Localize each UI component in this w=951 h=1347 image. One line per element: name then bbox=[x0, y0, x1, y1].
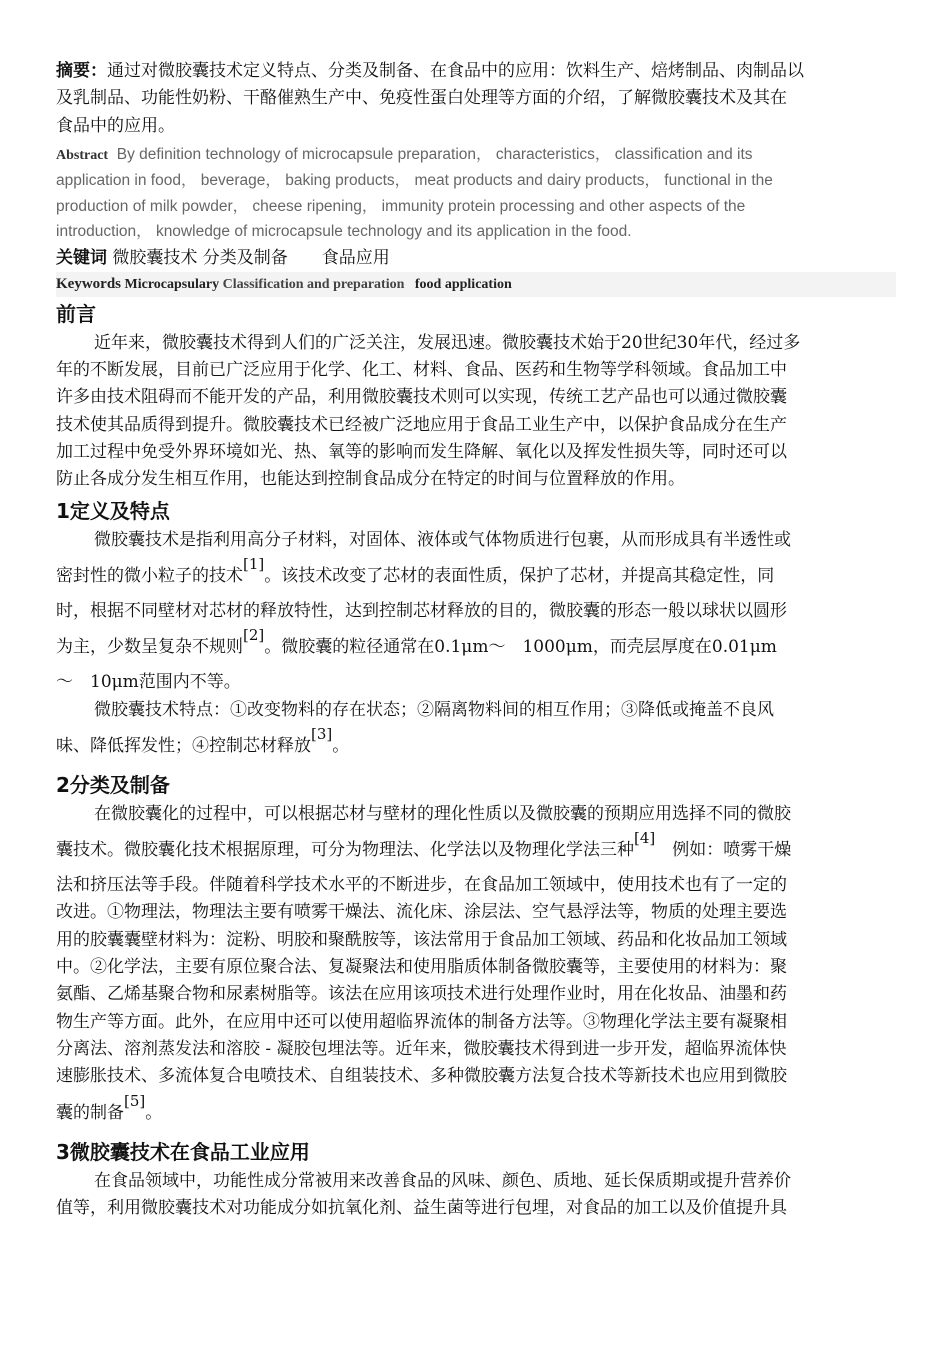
section-heading-3: 3微胶囊技术在食品工业应用 bbox=[56, 1139, 310, 1164]
paragraph-line: 许多由技术阻碍而不能开发的产品，利用微胶囊技术则可以实现，传统工艺产品也可以通过微胶囊 bbox=[56, 387, 787, 408]
abstract-cn bbox=[56, 58, 896, 140]
paragraph-line: ～ 10μm范围内不等。 bbox=[56, 672, 241, 693]
keywords-cn-text: 微胶囊技术 分类及制备 食品应用 bbox=[112, 247, 390, 268]
abstract-en-label: Abstract bbox=[56, 147, 109, 163]
section2-body bbox=[56, 801, 896, 1135]
paper-page bbox=[56, 58, 896, 1222]
abstract-en-line: Abstract By definition technology of microcapsule preparation， characteristics， classification and its bbox=[56, 145, 753, 163]
abstract-en-line: production of milk powder， cheese ripening， immunity protein processing and other aspects of the bbox=[56, 197, 746, 215]
keywords-cn-label: 关键词 bbox=[56, 247, 107, 268]
paragraph-line: 防止各成分发生相互作用，也能达到控制食品成分在特定的时间与位置释放的作用。 bbox=[56, 469, 685, 490]
paragraph-line: 中。②化学法，主要有原位聚合法、复凝聚法和使用脂质体制备微胶囊等，主要使用的材料为：聚 bbox=[56, 957, 787, 978]
citation-ref[interactable]: [1] bbox=[243, 554, 265, 573]
abstract-cn-line: 食品中的应用。 bbox=[56, 115, 175, 136]
keywords-en-label: Keywords bbox=[56, 275, 121, 292]
paragraph-line: 味、降低挥发性；④控制芯材释放[3]。 bbox=[56, 724, 350, 756]
paragraph-line: 速膨胀技术、多流体复合电喷技术、自组装技术、多种微胶囊方法复合技术等新技术也应用到微胶 bbox=[56, 1066, 787, 1087]
section-preface-body bbox=[56, 330, 896, 494]
section-heading-preface: 前言 bbox=[56, 301, 96, 326]
paragraph-line: 物生产等方面。此外，在应用中还可以使用超临界流体的制备方法等。③物理化学法主要有凝聚相 bbox=[56, 1011, 787, 1032]
paragraph-line: 用的胶囊囊壁材料为：淀粉、明胶和聚酰胺等，该法常用于食品加工领域、药品和化妆品加工领域 bbox=[56, 929, 787, 950]
paragraph-line: 在食品领域中，功能性成分常被用来改善食品的风味、颜色、质地、延长保质期或提升营养价 bbox=[94, 1170, 791, 1191]
paragraph-line: 氨酯、乙烯基聚合物和尿素树脂等。该法在应用该项技术进行处理作业时，用在化妆品、油墨和药 bbox=[56, 984, 787, 1005]
paragraph-line: 值等，利用微胶囊技术对功能成分如抗氧化剂、益生菌等进行包埋，对食品的加工以及价值提升具 bbox=[56, 1197, 787, 1218]
paragraph-line: 分离法、溶剂蒸发法和溶胶 - 凝胶包埋法等。近年来，微胶囊技术得到进一步开发，超临界流体快 bbox=[56, 1038, 787, 1059]
section-heading-2: 2分类及制备 bbox=[56, 772, 170, 797]
abstract-en bbox=[56, 142, 896, 245]
abstract-cn-line: 摘要：通过对微胶囊技术定义特点、分类及制备、在食品中的应用：饮料生产、焙烤制品、肉制品以 bbox=[56, 61, 804, 81]
paragraph-line: 囊技术。微胶囊化技术根据原理，可分为物理法、化学法以及物理化学法三种[4] 例如：喷雾干燥 bbox=[56, 829, 792, 861]
paragraph-line: 时，根据不同壁材对芯材的释放特性，达到控制芯材释放的目的，微胶囊的形态一般以球状以圆形 bbox=[56, 600, 787, 621]
citation-ref[interactable]: [2] bbox=[243, 626, 265, 645]
paragraph-line: 在微胶囊化的过程中，可以根据芯材与壁材的理化性质以及微胶囊的预期应用选择不同的微胶 bbox=[94, 803, 791, 824]
paragraph-line: 微胶囊技术是指利用高分子材料，对固体、液体或气体物质进行包裹，从而形成具有半透性或 bbox=[94, 529, 791, 550]
citation-ref[interactable]: [3] bbox=[311, 724, 333, 743]
abstract-cn-line: 及乳制品、功能性奶粉、干酪催熟生产中、免疫性蛋白处理等方面的介绍，了解微胶囊技术及其在 bbox=[56, 88, 787, 109]
abstract-cn-label: 摘要： bbox=[56, 61, 107, 81]
paragraph-line: 年的不断发展，目前已广泛应用于化学、化工、材料、食品、医药和生物等学科领域。食品加工中 bbox=[56, 360, 787, 381]
keywords-en: Keywords Microcapsulary Classification and preparation food application bbox=[56, 272, 896, 297]
paragraph-line: 微胶囊技术特点：①改变物料的存在状态；②隔离物料间的相互作用；③降低或掩盖不良风 bbox=[94, 699, 774, 720]
paragraph-line: 为主，少数呈复杂不规则[2]。微胶囊的粒径通常在0.1μm～ 1000μm，而壳层厚度在0.01μm bbox=[56, 626, 777, 658]
section1-body bbox=[56, 527, 896, 768]
keywords-cn bbox=[56, 245, 896, 272]
paragraph-line: 近年来，微胶囊技术得到人们的广泛关注，发展迅速。微胶囊技术始于20世纪30年代，经过多 bbox=[94, 332, 801, 353]
paragraph-line: 技术使其品质得到提升。微胶囊技术已经被广泛地应用于食品工业生产中，以保护食品成分在生产 bbox=[56, 414, 787, 435]
paragraph-line: 加工过程中免受外界环境如光、热、氧等的影响而发生降解、氧化以及挥发性损失等，同时还可以 bbox=[56, 442, 787, 463]
section-heading-1: 1定义及特点 bbox=[56, 498, 170, 523]
abstract-en-line: application in food， beverage， baking products， meat products and dairy products， functional in the bbox=[56, 172, 773, 190]
paragraph-line: 法和挤压法等手段。伴随着科学技术水平的不断进步，在食品加工领域中，使用技术也有了一定的 bbox=[56, 875, 787, 896]
paragraph-line: 密封性的微小粒子的技术[1]。该技术改变了芯材的表面性质，保护了芯材，并提高其稳定性，同 bbox=[56, 554, 775, 586]
paragraph-line: 改进。①物理法，物理法主要有喷雾干燥法、流化床、涂层法、空气悬浮法等，物质的处理主要选 bbox=[56, 902, 787, 923]
paragraph-line: 囊的制备[5]。 bbox=[56, 1091, 163, 1123]
citation-ref[interactable]: [4] bbox=[634, 829, 656, 848]
abstract-en-line: introduction， knowledge of microcapsule technology and its application in the food. bbox=[56, 223, 632, 241]
section3-body bbox=[56, 1168, 896, 1223]
citation-ref[interactable]: [5] bbox=[124, 1091, 146, 1110]
